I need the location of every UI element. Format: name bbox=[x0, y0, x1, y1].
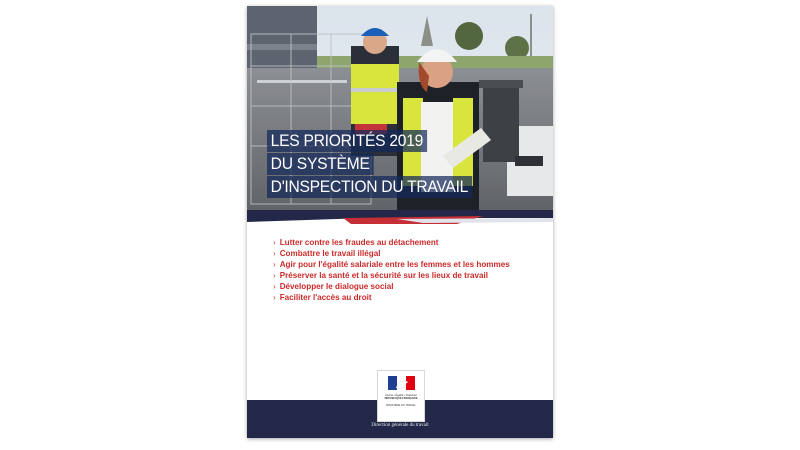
arrow-icon: › bbox=[273, 270, 276, 280]
footer-department: Direction générale du travail bbox=[371, 423, 429, 428]
title-line-1: LES PRIORITÉS 2019 bbox=[267, 130, 427, 152]
logo-motto: Liberté • Égalité • Fraternité bbox=[385, 394, 417, 397]
decorative-stripe bbox=[247, 210, 553, 226]
arrow-icon: › bbox=[273, 238, 276, 247]
logo-ministry: MINISTÈRE DU TRAVAIL bbox=[386, 404, 416, 408]
priority-item: › Faciliter l'accès au droit bbox=[273, 292, 372, 302]
logo-republic: RÉPUBLIQUE FRANÇAISE bbox=[384, 397, 418, 401]
republique-francaise-logo bbox=[377, 370, 425, 422]
arrow-icon: › bbox=[273, 292, 276, 302]
arrow-icon: › bbox=[273, 259, 276, 269]
priorities-list bbox=[273, 238, 510, 303]
priority-item: › Préserver la santé et la sécurité sur les lieux de travail bbox=[273, 270, 489, 280]
arrow-icon: › bbox=[273, 248, 276, 258]
brochure-cover bbox=[247, 6, 553, 438]
title-line-2: DU SYSTÈME bbox=[267, 153, 373, 175]
priority-item: › Lutter contre les fraudes au détachement bbox=[273, 238, 439, 247]
marianne-icon bbox=[378, 374, 424, 394]
cover-title bbox=[267, 130, 490, 199]
priority-item: › Agir pour l'égalité salariale entre les femmes et les hommes bbox=[273, 259, 510, 269]
priority-item: › Combattre le travail illégal bbox=[273, 248, 381, 258]
arrow-icon: › bbox=[273, 281, 276, 291]
priority-item: › Développer le dialogue social bbox=[273, 281, 394, 291]
title-line-3: D'INSPECTION DU TRAVAIL bbox=[267, 176, 472, 198]
